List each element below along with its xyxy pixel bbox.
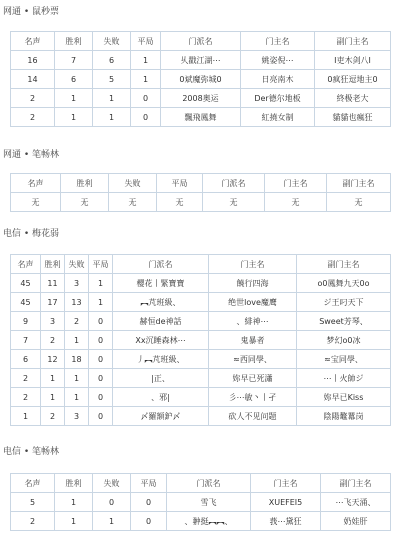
table-cell: 1 [41,388,65,407]
table-cell: 7 [55,51,93,70]
table-cell: 12 [41,350,65,369]
table-cell: 9 [11,312,41,331]
header-cell: 副门主名 [321,474,391,493]
table-cell: 2 [11,512,55,531]
table-row [11,274,391,293]
table-cell: 13 [65,293,89,312]
table-row [11,108,391,127]
stats-table [10,31,391,127]
table-cell: 1 [65,331,89,350]
table-cell: 鬼暴者 [209,331,297,350]
header-cell: 名声 [11,474,55,493]
table-cell: 45 [11,274,41,293]
table-cell: 绝世love魔鹰 [209,293,297,312]
stats-table [10,254,391,426]
table-cell: 0 [89,312,113,331]
table-cell: Xx沉睡森林⋯ [113,331,209,350]
table-cell: 无 [327,193,391,212]
table-cell: ⋯丨火帥ジ [297,369,391,388]
table-cell: ≈宝同學、 [297,350,391,369]
table-cell: 6 [93,51,131,70]
header-cell: 门派名 [113,255,209,274]
header-cell: 名声 [11,174,61,193]
table-cell: ⋯飞天涌、 [321,493,391,512]
table-cell: 陰陽鼇羃岗 [297,407,391,426]
header-cell: 平局 [157,174,203,193]
table-cell: 无 [265,193,327,212]
table-cell: 妳早已死瀟 [209,369,297,388]
stats-table [10,173,391,212]
table-cell: 无 [109,193,157,212]
table-cell: o0鳳舞九天0o [297,274,391,293]
table-header-row [11,174,391,193]
header-cell: 胜利 [41,255,65,274]
table-cell: 2 [11,388,41,407]
table-cell: 饒行四海 [209,274,297,293]
table-cell: 3 [41,312,65,331]
table-cell: I吏木剑八I [315,51,391,70]
table-cell: 0 [89,350,113,369]
table-cell: 5 [93,70,131,89]
stats-table [10,473,391,531]
table-cell: 0 [131,89,161,108]
table-cell: 45 [11,293,41,312]
section-title: 网通 • 笔畅林 [3,150,60,160]
table-header-row [11,32,391,51]
table-cell: 无 [157,193,203,212]
table-cell: 1 [41,369,65,388]
table-cell: 1 [55,493,93,512]
header-cell: 副门主名 [297,255,391,274]
table-cell: 2 [41,407,65,426]
header-cell: 门派名 [203,174,265,193]
table-cell: 赫恒de神話 [113,312,209,331]
table-cell: 14 [11,70,55,89]
table-cell: 无 [11,193,61,212]
section-title: 电信 • 梅花弱 [3,229,60,239]
table-row [11,369,391,388]
table-row [11,89,391,108]
table-row [11,407,391,426]
header-cell: 门派名 [167,474,251,493]
table-cell: 5 [11,493,55,512]
table-row [11,388,391,407]
table-header-row [11,255,391,274]
table-cell: 18 [65,350,89,369]
table-cell: 乆戳江湖⋯ [161,51,241,70]
header-cell: 副门主名 [327,174,391,193]
table-cell: 1 [65,369,89,388]
table-cell: 1 [131,51,161,70]
table-cell: 姚姿倪⋯ [241,51,315,70]
table-cell: 2 [11,108,55,127]
table-row [11,331,391,350]
header-cell: 胜利 [55,474,93,493]
table-cell: 0 [89,331,113,350]
header-cell: 平局 [89,255,113,274]
table-cell: 17 [41,293,65,312]
table-cell: 2 [65,312,89,331]
table-cell: |正、 [113,369,209,388]
table-cell: ︻芃班級、 [113,293,209,312]
table-row [11,493,391,512]
table-row [11,51,391,70]
header-cell: 名声 [11,32,55,51]
table-cell: 、緋神⋯ [209,312,297,331]
table-cell: 〆羅額鈩〆 [113,407,209,426]
table-cell: 0 [131,108,161,127]
table-cell: 1 [11,407,41,426]
header-cell: 门派名 [161,32,241,51]
table-cell: 紅撓女制 [241,108,315,127]
table-row [11,312,391,331]
table-cell: 2 [41,331,65,350]
table-cell: 、邪| [113,388,209,407]
table-cell: 1 [93,89,131,108]
table-cell: 彡⋯敏丶丨孑 [209,388,297,407]
table-row [11,293,391,312]
section-title: 电信 • 笔畅林 [3,447,60,457]
table-cell: 0斌魔弥城0 [161,70,241,89]
table-cell: 2008奥运 [161,89,241,108]
table-cell: 1 [55,108,93,127]
table-cell: 1 [55,89,93,108]
table-cell: 雪飞 [167,493,251,512]
table-cell: 6 [11,350,41,369]
table-row [11,70,391,89]
table-cell: 无 [203,193,265,212]
table-cell: 0 [131,493,167,512]
table-cell: 貓貓也瘋狂 [315,108,391,127]
table-cell: 砍人不见问题 [209,407,297,426]
table-cell: 1 [89,274,113,293]
table-cell: 0 [89,388,113,407]
table-cell: ジ王叼天下 [297,293,391,312]
header-cell: 失败 [65,255,89,274]
table-cell: ≈西同學、 [209,350,297,369]
table-cell: 飄飛鳳舞 [161,108,241,127]
table-cell: 奶娃肝 [321,512,391,531]
table-cell: 0 [131,512,167,531]
header-cell: 平局 [131,32,161,51]
table-row [11,350,391,369]
table-cell: 6 [55,70,93,89]
header-cell: 门主名 [251,474,321,493]
table-cell: 3 [65,407,89,426]
header-cell: 门主名 [241,32,315,51]
table-cell: 0 [93,493,131,512]
header-cell: 名声 [11,255,41,274]
table-cell: 1 [65,388,89,407]
table-cell: 1 [93,108,131,127]
table-header-row [11,474,391,493]
header-cell: 门主名 [209,255,297,274]
table-cell: 0 [89,369,113,388]
table-cell: 11 [41,274,65,293]
table-cell: Der德尔地板 [241,89,315,108]
header-cell: 副门主名 [315,32,391,51]
table-cell: 1 [93,512,131,531]
table-cell: 日亮南木 [241,70,315,89]
table-cell: 1 [55,512,93,531]
header-cell: 平局 [131,474,167,493]
table-cell: Sweet芳琴、 [297,312,391,331]
header-cell: 胜利 [55,32,93,51]
table-cell: 3 [65,274,89,293]
section-title: 网通 • 鼠秒票 [3,7,60,17]
table-cell: 梦幻o0冰 [297,331,391,350]
table-cell: 櫻花丨緊寶寶 [113,274,209,293]
table-cell: 妳早已Kiss [297,388,391,407]
table-cell: 、翀挺︻︻、 [167,512,251,531]
table-row [11,512,391,531]
header-cell: 门主名 [265,174,327,193]
table-cell: 16 [11,51,55,70]
table-cell: 1 [131,70,161,89]
table-cell: 0 [89,407,113,426]
header-cell: 失败 [109,174,157,193]
table-cell: 莪⋯黛狂 [251,512,321,531]
table-cell: 2 [11,89,55,108]
table-cell: 終极老大 [315,89,391,108]
table-cell: 0疯狂逗地主0 [315,70,391,89]
table-cell: 1 [89,293,113,312]
table-cell: 无 [61,193,109,212]
header-cell: 失败 [93,474,131,493]
table-row [11,193,391,212]
header-cell: 胜利 [61,174,109,193]
header-cell: 失败 [93,32,131,51]
table-cell: 7 [11,331,41,350]
table-cell: XUEFEI5 [251,493,321,512]
table-cell: 丿︻芃班級、 [113,350,209,369]
table-cell: 2 [11,369,41,388]
